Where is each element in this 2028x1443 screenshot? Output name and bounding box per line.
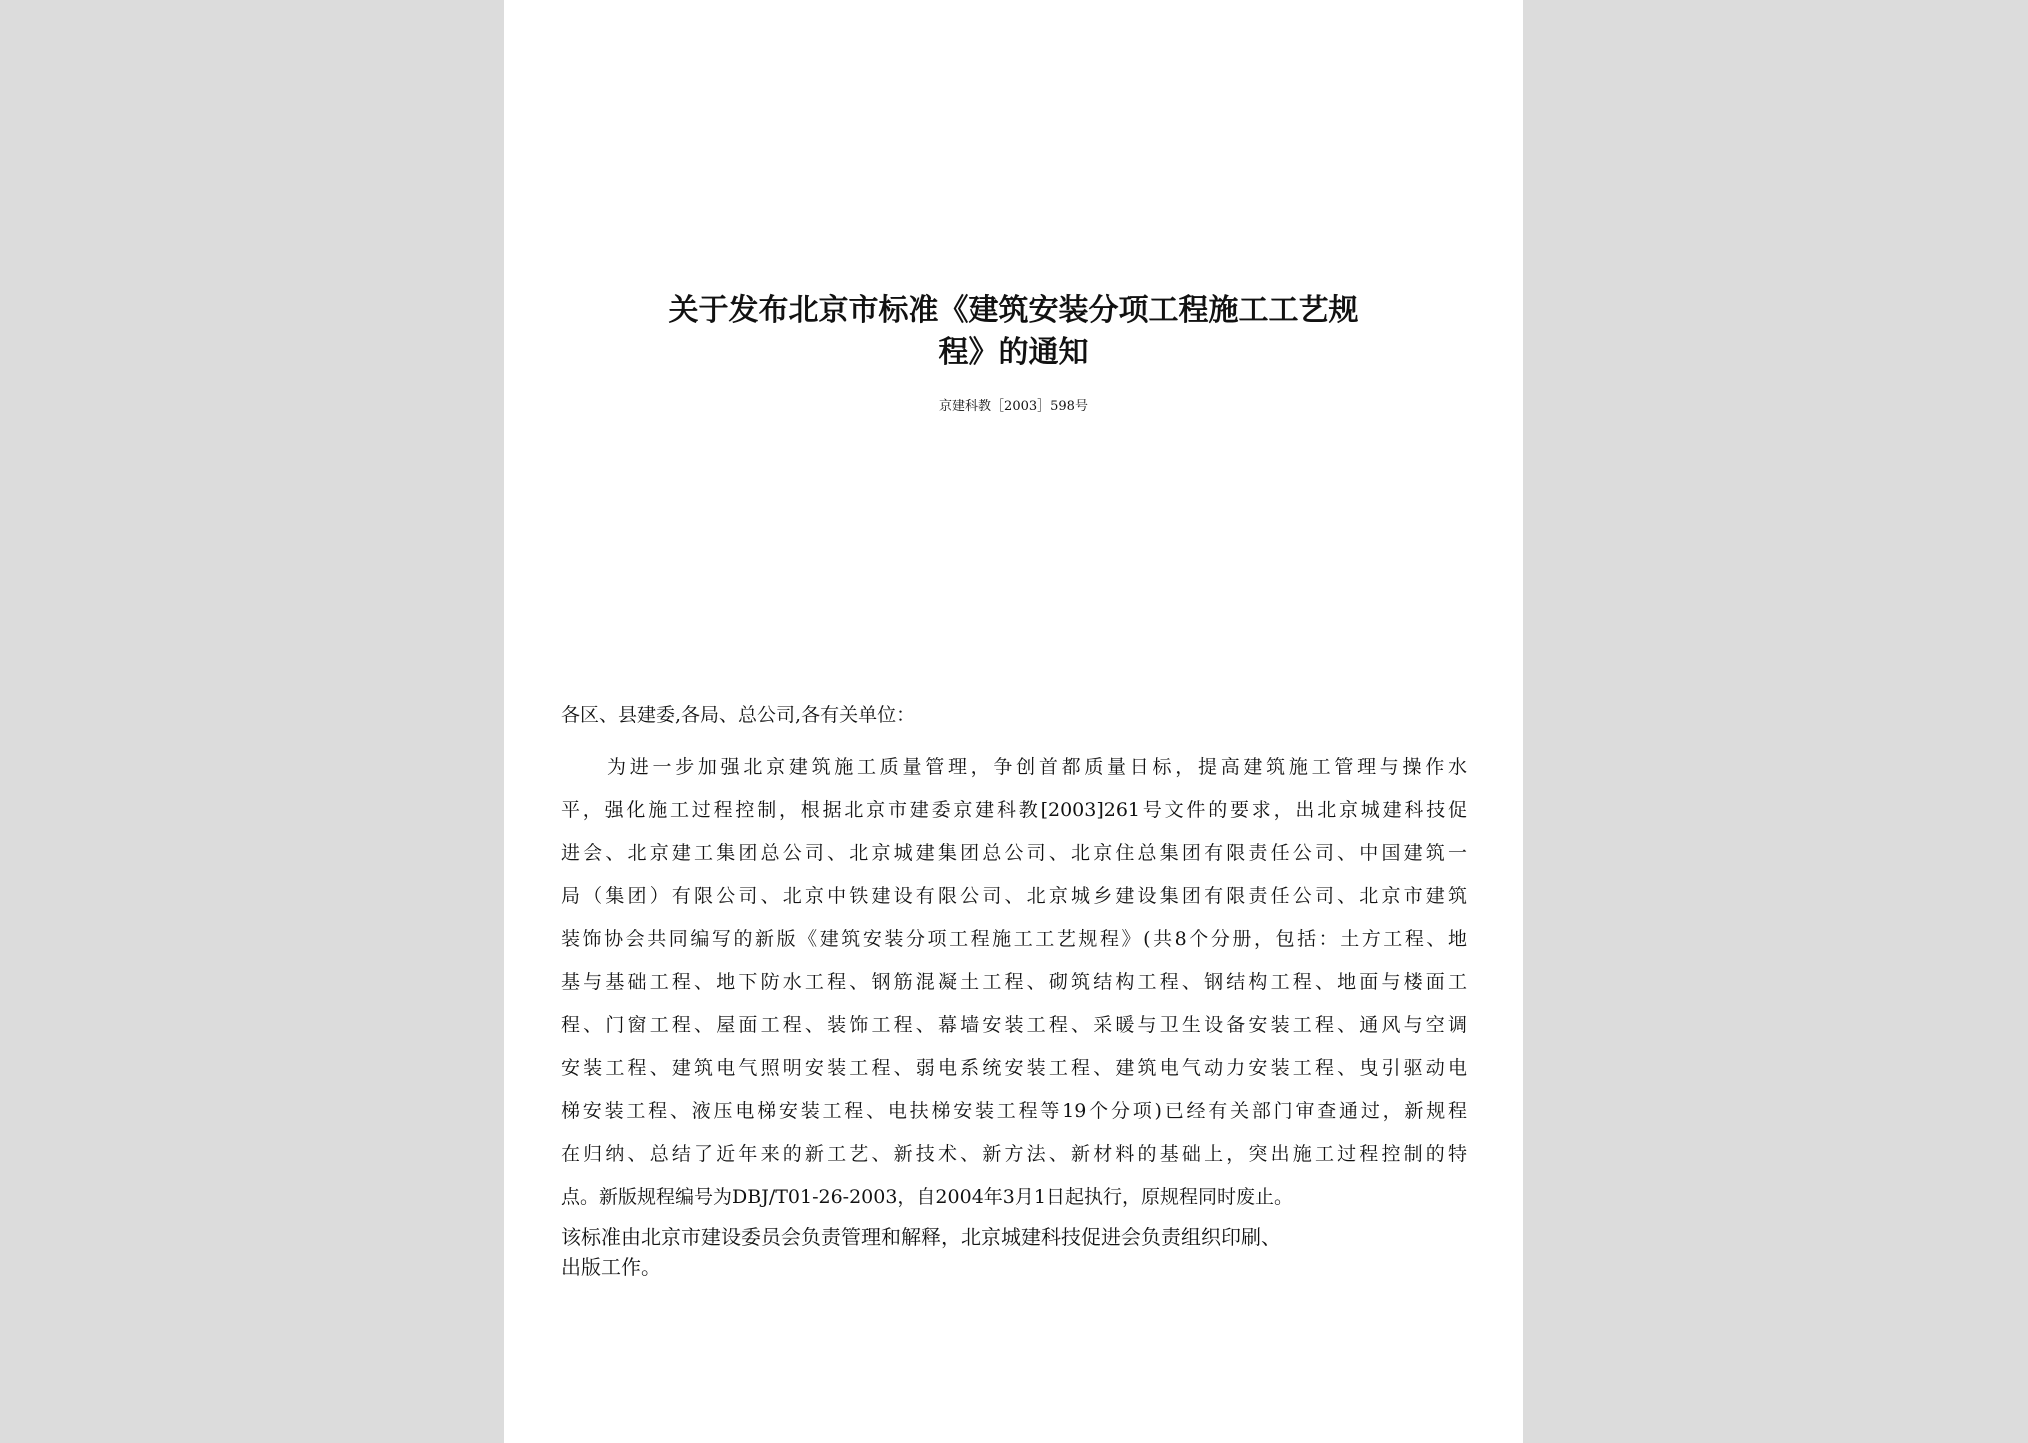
body-line: 在归纳、总结了近年来的新工艺、新技术、新方法、新材料的基础上，突出施工过程控制的特 bbox=[561, 1143, 1467, 1165]
body-line: 安装工程、建筑电气照明安装工程、弱电系统安装工程、建筑电气动力安装工程、曳引驱动电 bbox=[561, 1057, 1467, 1079]
body-line: 点。新版规程编号为DBJ/T01-26-2003，自2004年3月1日起执行，原规程同时废止。 bbox=[561, 1186, 1293, 1208]
closing-paragraph bbox=[561, 1222, 1467, 1282]
body-line: 基与基础工程、地下防水工程、钢筋混凝土工程、砌筑结构工程、钢结构工程、地面与楼面工 bbox=[561, 971, 1467, 993]
body-line: 平，强化施工过程控制，根据北京市建委京建科教[2003]261号文件的要求，出北京城建科技促 bbox=[561, 799, 1467, 821]
salutation: 各区、县建委,各局、总公司,各有关单位： bbox=[561, 704, 916, 726]
title-line: 关于发布北京市标准《建筑安装分项工程施工工艺规 bbox=[668, 293, 1359, 328]
body-line: 装饰协会共同编写的新版《建筑安装分项工程施工工艺规程》(共8个分册，包括：土方工程、地 bbox=[561, 928, 1467, 950]
body-line: 梯安装工程、液压电梯安装工程、电扶梯安装工程等19个分项)已经有关部门审查通过，新规程 bbox=[561, 1100, 1467, 1122]
body-line: 进会、北京建工集团总公司、北京城建集团总公司、北京住总集团有限责任公司、中国建筑一 bbox=[561, 842, 1467, 864]
closing-line: 出版工作。 bbox=[561, 1255, 661, 1279]
page-title bbox=[564, 290, 1463, 374]
document-page bbox=[504, 0, 1523, 1443]
closing-line: 该标准由北京市建设委员会负责管理和解释，北京城建科技促进会负责组织印刷、 bbox=[561, 1225, 1281, 1249]
title-line: 程》的通知 bbox=[938, 335, 1089, 370]
body-line: 为进一步加强北京建筑施工质量管理，争创首都质量日标，提高建筑施工管理与操作水 bbox=[607, 756, 1467, 778]
document-number: 京建科教［2003］598号 bbox=[939, 399, 1088, 414]
body-line: 局（集团）有限公司、北京中铁建设有限公司、北京城乡建设集团有限责任公司、北京市建筑 bbox=[561, 885, 1467, 907]
body-paragraph bbox=[561, 752, 1467, 1225]
body-line: 程、门窗工程、屋面工程、装饰工程、幕墙安装工程、采暖与卫生设备安装工程、通风与空调 bbox=[561, 1014, 1467, 1036]
